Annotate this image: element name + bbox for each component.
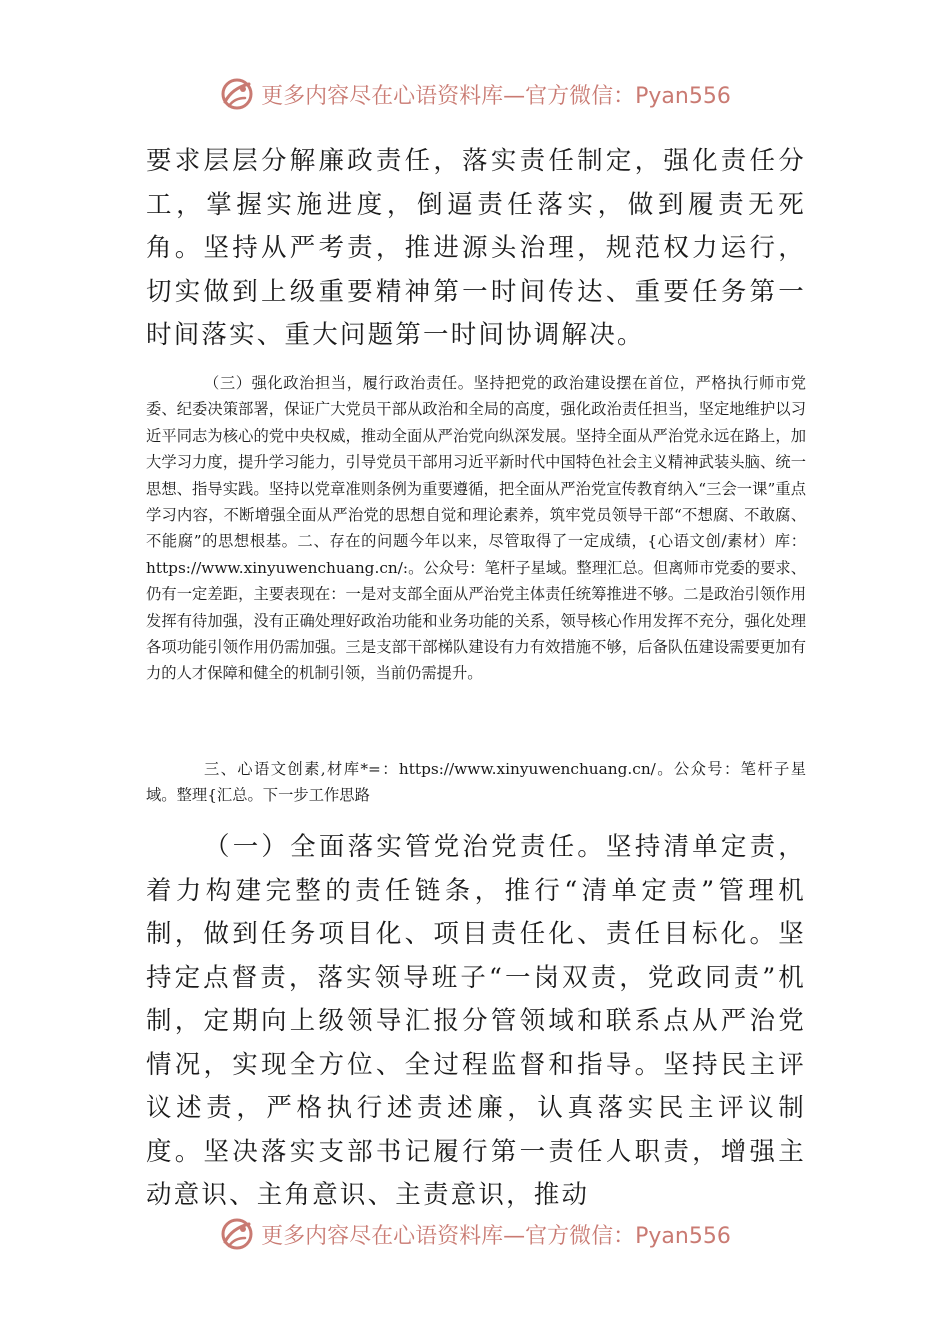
body-paragraph-bottom: （一）全面落实管党治党责任。坚持清单定责，着力构建完整的责任链条，推行“清单定责”管理机制，做到任务项目化、项目责任化、责任目标化。坚持定点督责，落实领导班子“一岗双责，党政同责”机制，定期向上级领导汇报分管领域和联系点从严治党情况，实现全方位、全过程监督和指导。坚持民主评议述责，严格执行述责述廉，认真落实民主评议制度。坚决落实支部书记履行第一责任人职责，增强主动意识、主角意识、主责意识，推动 bbox=[146, 832, 806, 1210]
brand-logo-icon bbox=[219, 1216, 255, 1252]
header-banner bbox=[0, 72, 950, 116]
footer-banner-text: 更多内容尽在心语资料库—官方微信：Pyan556 bbox=[261, 1223, 731, 1249]
footer-banner bbox=[0, 1212, 950, 1256]
body-paragraph-next-steps-heading: 三、心语文创素,材库*=：https://www.xinyuwenchuang.cn/。公众号：笔杆子星域。整理{汇总。下一步工作思路 bbox=[146, 760, 806, 805]
header-banner-text: 更多内容尽在心语资料库—官方微信：Pyan556 bbox=[261, 83, 731, 109]
body-paragraph-top: 要求层层分解廉政责任，落实责任制定，强化责任分工，掌握实施进度，倒逼责任落实，做到履责无死角。坚持从严考责，推进源头治理，规范权力运行，切实做到上级重要精神第一时间传达、重要任务第一时间落实、重大问题第一时间协调解决。 bbox=[146, 146, 806, 350]
brand-logo-icon bbox=[219, 76, 255, 112]
body-paragraph-section-3: （三）强化政治担当，履行政治责任。坚持把党的政治建设摆在首位，严格执行师市党委、纪委决策部署，保证广大党员干部从政治和全局的高度，强化政治责任担当，坚定地维护以习近平同志为核心的党中央权威，推动全面从严治党向纵深发展。坚持全面从严治党永远在路上，加大学习力度，提升学习能力，引导党员干部用习近平新时代中国特色社会主义精神武装头脑、统一思想、指导实践。坚持以党章准则条例为重要遵循，把全面从严治党宣传教育纳入“三会一课”重点学习内容，不断增强全面从严治党的思想自觉和理论素养，筑牢党员领导干部“不想腐、不敢腐、不能腐”的思想根基。二、存在的问题今年以来，尽管取得了一定成绩，{心语文创/素材）库：https://www.xinyuwenchuang.cn/:。公众号：笔杆子星域。整理汇总。但离师市党委的要求、仍有一定差距，主要表现在：一是对支部全面从严治党主体责任统筹推进不够。二是政治引领作用发挥有待加强，没有正确处理好政治功能和业务功能的关系，领导核心作用发挥不充分，强化处理各项功能引领作用仍需加强。三是支部干部梯队建设有力有效措施不够，后备队伍建设需要更加有力的人才保障和健全的机制引领，当前仍需提升。 bbox=[146, 374, 806, 683]
